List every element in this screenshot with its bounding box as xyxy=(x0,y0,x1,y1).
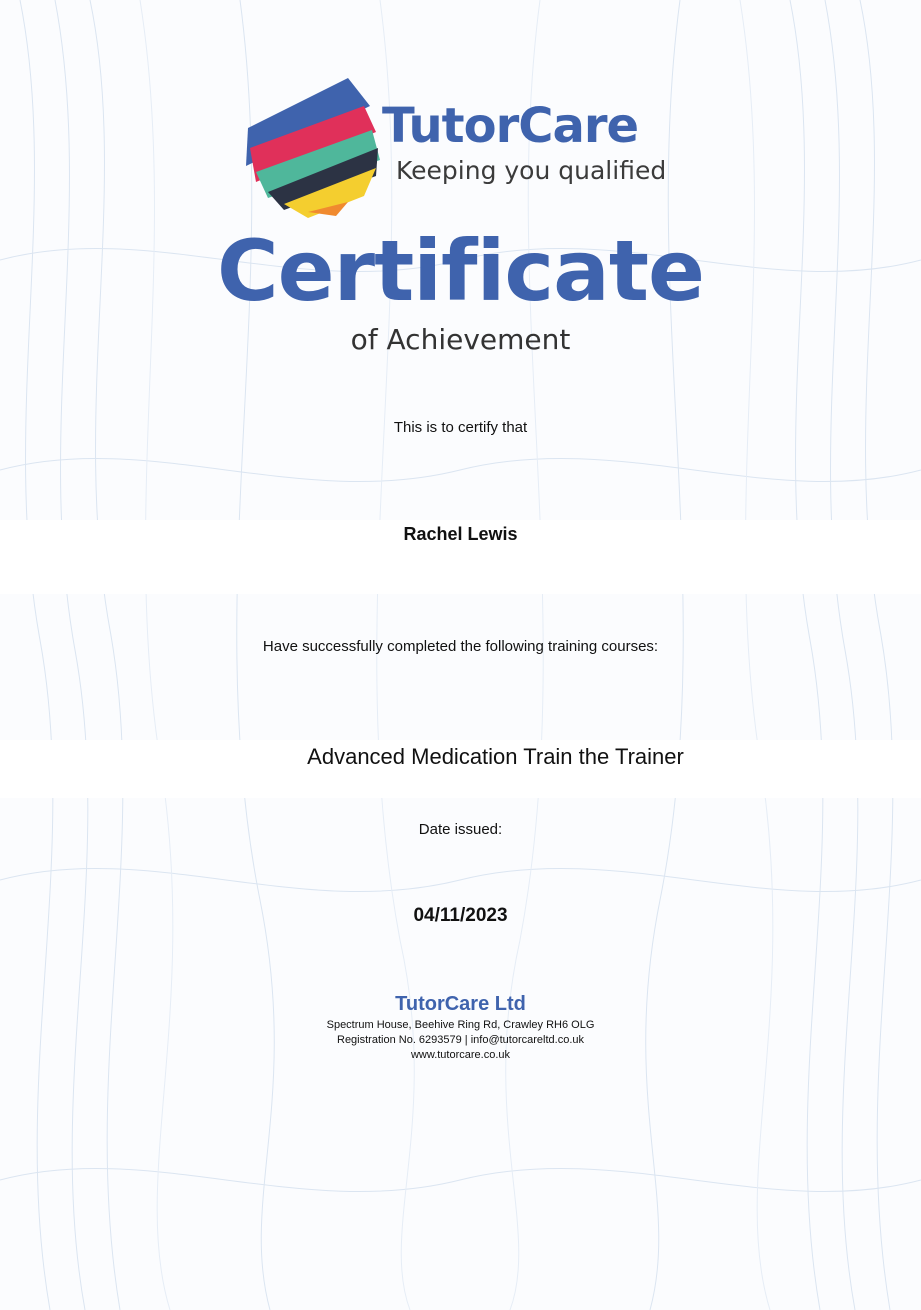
date-issued-value: 04/11/2023 xyxy=(413,905,508,926)
brand-logo xyxy=(244,76,684,218)
recipient-name: Rachel Lewis xyxy=(403,524,518,544)
brand-name: TutorCare xyxy=(382,98,639,154)
company-address: Spectrum House, Beehive Ring Rd, Crawley RH6 OLG xyxy=(326,1019,595,1031)
company-website: www.tutorcare.co.uk xyxy=(410,1049,511,1061)
brand-tagline: Keeping you qualified xyxy=(396,156,667,185)
course-name: Advanced Medication Train the Trainer xyxy=(307,744,684,769)
date-issued-label: Date issued: xyxy=(418,821,503,838)
company-registration: Registration No. 6293579 | info@tutorcareltd.co.uk xyxy=(337,1034,584,1046)
certificate-title: Certificate xyxy=(217,222,704,320)
company-name: TutorCare Ltd xyxy=(395,993,526,1015)
certificate-subtitle: of Achievement xyxy=(350,323,571,356)
certify-statement: This is to certify that xyxy=(393,419,528,436)
striped-ribbon-sphere-icon xyxy=(244,76,384,218)
completion-statement: Have successfully completed the following training courses: xyxy=(262,638,659,655)
